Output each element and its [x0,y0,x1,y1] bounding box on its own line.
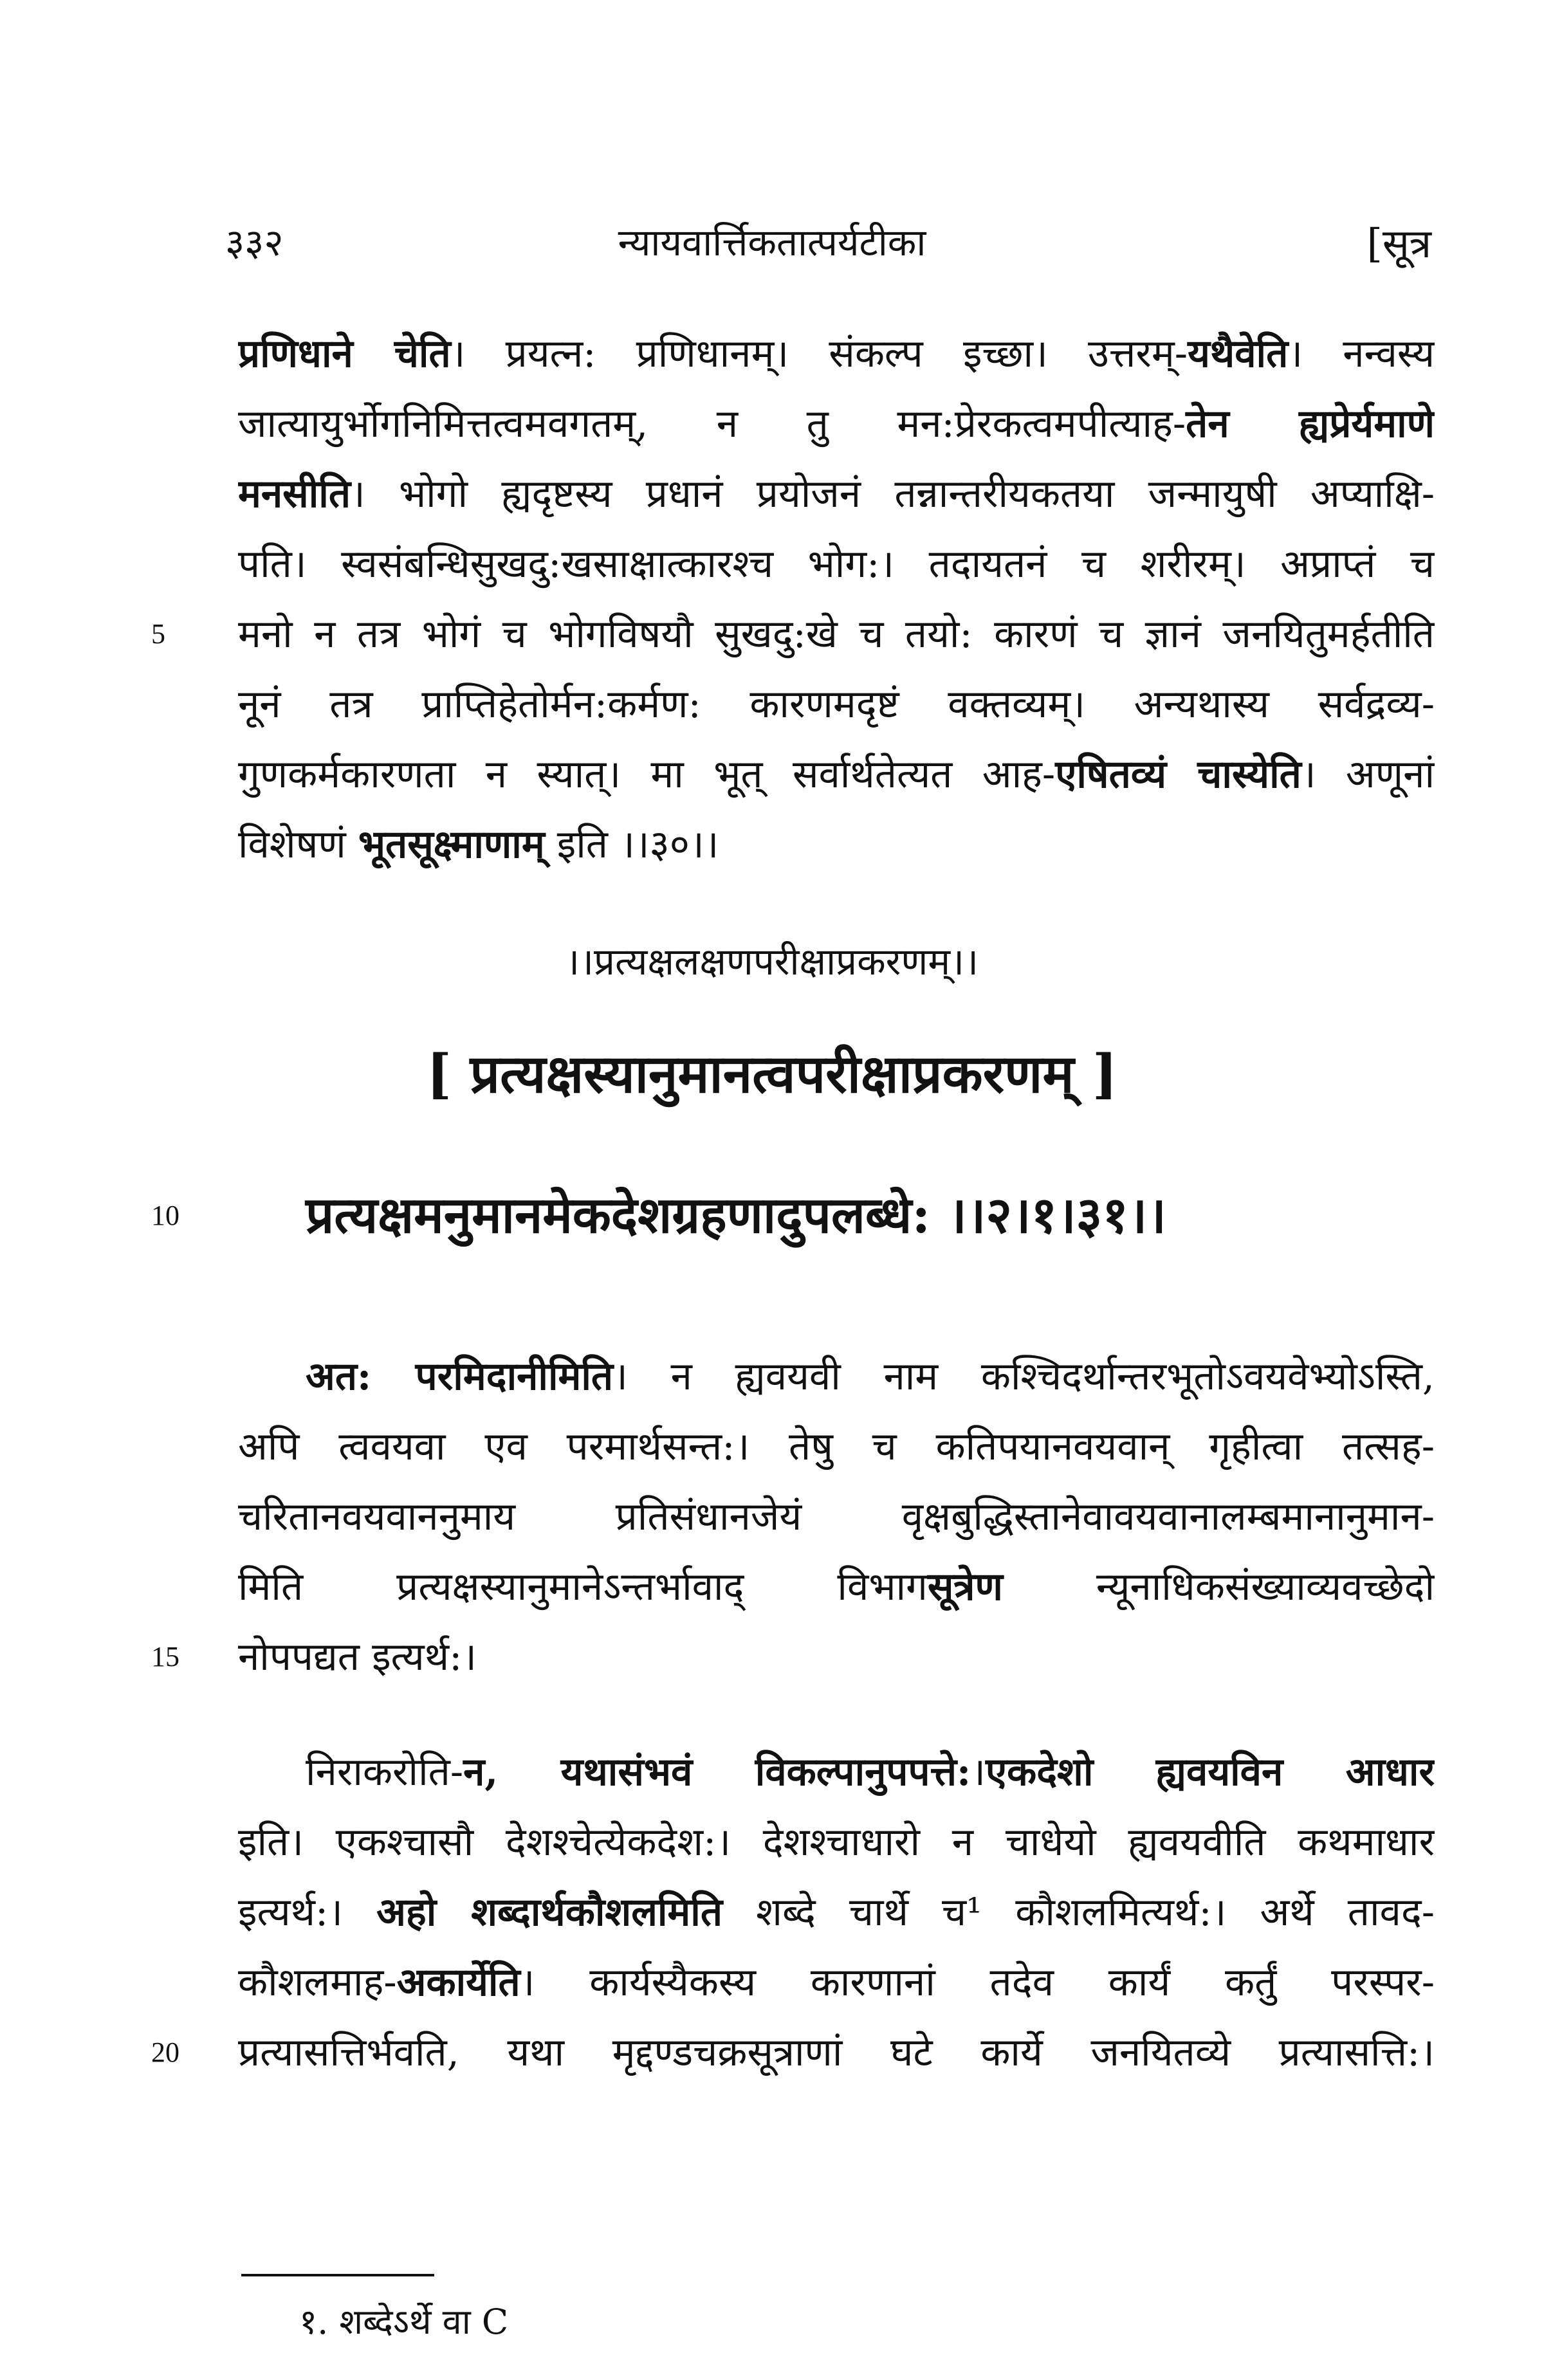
footnote-rule [241,2274,434,2276]
text-segment: इति ।।३०।। [544,822,719,867]
text-segment: पति। स्वसंबन्धिसुखदु:खसाक्षात्कारश्च भोग:। तदायतनं च शरीरम्। अप्राप्तं च [238,542,1435,587]
bold-text-segment: भूतसूक्ष्माणाम् [358,822,545,867]
text-segment: । प्रयत्न: प्रणिधानम्। संकल्प इच्छा। उत्तरम्- [450,331,1188,376]
text-line [238,1947,1435,2018]
bold-text-segment: अत: परमिदानीमिति [306,1354,614,1399]
text-segment: । नन्वस्य [1288,331,1435,376]
text-line [238,1622,1435,1692]
text-segment: कौशलमाह- [238,1960,397,2005]
text-line [238,809,1435,880]
text-segment: इति। एकश्चासौ देशश्चेत्येकदेश:। देशश्चाधारो न चाधेयो ह्यवयवीति कथमाधार [238,1820,1435,1865]
text-line [238,739,1435,810]
text-line [238,1552,1435,1622]
text-segment: गुणकर्मकारणता न स्यात्। मा भूत् सर्वार्थतेत्यत आह- [238,752,1056,797]
page-number: ३३२ [225,221,284,264]
text-line [238,459,1435,529]
footnote: १. शब्देऽर्थे वा C [299,2302,509,2342]
text-line [306,1341,1435,1412]
text-line [238,2017,1435,2088]
line-number: 5 [151,618,165,650]
text-segment: मनो न तत्र भोगं च भोगविषयौ सुखदु:खे च तयो: कारणं च ज्ञानं जनयितुमर्हतीति [238,612,1435,657]
text-line [238,1877,1435,1948]
sutra-text: प्रत्यक्षमनुमानमेकदेशग्रहणादुपलब्धे: ।।२।१।३१।। [306,1186,1166,1245]
bold-text-segment: अहो शब्दार्थकौशलमिति [376,1890,723,1935]
bold-text-segment: प्रणिधाने चेति [238,331,451,376]
running-title: न्यायवार्त्तिकतात्पर्यटीका [618,221,926,264]
text-segment: नोपपद्यत इत्यर्थ:। [238,1634,477,1680]
text-line [238,599,1435,670]
bold-text-segment: यथैवेति [1188,331,1289,376]
bold-text-segment: न, यथासंभवं विकल्पानुपपत्ते: [463,1750,971,1795]
bold-text-segment: मनसीति [238,471,351,517]
text-segment: न्यूनाधिकसंख्याव्यवच्छेदो [1002,1564,1435,1609]
text-segment: निराकरोति- [306,1750,464,1795]
text-segment: । न ह्यवयवी नाम कश्चिदर्थान्तरभूतोऽवयवेभ्योऽस्ति, [613,1354,1435,1399]
section-heading: [ प्रत्यक्षस्यानुमानत्वपरीक्षाप्रकरणम् ] [427,1043,1117,1105]
text-line [238,389,1435,459]
text-line [238,1807,1435,1878]
text-segment: । भोगो ह्यदृष्टस्य प्रधानं प्रयोजनं तन्नान्तरीयकतया जन्मायुषी अप्याक्षि- [351,471,1435,517]
text-segment: मिति प्रत्यक्षस्यानुमानेऽन्तर्भावाद् विभाग [238,1564,928,1609]
text-segment: । अणूनां [1301,752,1435,797]
text-line [238,1481,1435,1552]
text-line [238,318,1435,389]
text-segment: । [971,1750,986,1795]
text-segment: चरितानवयवाननुमाय प्रतिसंधानजेयं वृक्षबुद्धिस्तानेवावयवानालम्बमानानुमान- [238,1494,1435,1539]
line-number: 20 [151,2037,179,2068]
text-segment: इत्यर्थ:। [238,1890,377,1935]
section-mark: [सूत्र [1366,220,1431,267]
text-segment: अपि त्ववयवा एव परमार्थसन्त:। तेषु च कतिपयानवयवान् गृहीत्वा तत्सह- [238,1424,1435,1469]
text-segment: जात्यायुर्भोगनिमित्तत्वमवगतम्, न तु मन:प्रेरकत्वमपीत्याह- [238,401,1186,446]
section-colophon: ।।प्रत्यक्षलक्षणपरीक्षाप्रकरणम्।। [565,940,979,984]
bold-text-segment: एकदेशो ह्यवयविन आधार [985,1750,1435,1795]
line-number: 10 [151,1200,179,1231]
text-line [238,669,1435,740]
text-segment: विशेषणं [238,822,358,867]
text-line [238,1411,1435,1482]
text-line [306,1737,1435,1808]
text-segment: प्रत्यासत्तिर्भवति, यथा मृद्दण्डचक्रसूत्राणां घटे कार्ये जनयितव्ये प्रत्यासत्ति:। [238,2030,1435,2075]
page-header [0,215,1544,273]
text-segment: । कार्यस्यैकस्य कारणानां तदेव कार्यं कर्तुं परस्पर- [520,1960,1435,2005]
bold-text-segment: सूत्रेण [927,1564,1003,1609]
text-segment: नूनं तत्र प्राप्तिहेतोर्मन:कर्मण: कारणमदृष्टं वक्तव्यम्। अन्यथास्य सर्वद्रव्य- [238,682,1435,727]
text-line [238,529,1435,600]
bold-text-segment: तेन ह्यप्रेर्यमाणे [1186,401,1435,446]
text-segment: शब्दे चार्थे च¹ कौशलमित्यर्थ:। अर्थे तावद- [722,1890,1435,1935]
bold-text-segment: एषितव्यं चास्येति [1055,752,1301,797]
bold-text-segment: अकार्येति [396,1960,520,2005]
line-number: 15 [151,1641,179,1672]
